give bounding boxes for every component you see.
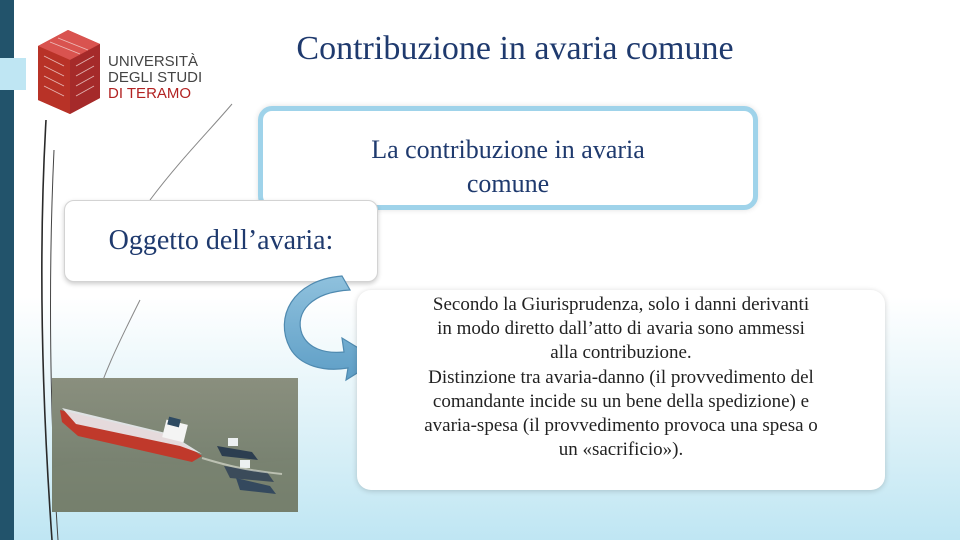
description-line: Secondo la Giurisprudenza, solo i danni derivanti	[432, 294, 810, 315]
description-line: Distinzione tra avaria-danno (il provvedimento del	[428, 366, 814, 388]
logo-text-line1: UNIVERSITÀ	[108, 53, 199, 70]
topic-line-1: La contribuzione in avaria	[371, 135, 645, 164]
logo-text-line3: DI TERAMO	[108, 85, 192, 102]
subject-box-label: Oggetto dell’avaria:	[108, 225, 334, 256]
description-line: avaria-spesa (il provvedimento provoca una spesa o	[424, 415, 818, 437]
university-logo	[28, 22, 208, 120]
description-line: un «sacrificio»).	[558, 439, 684, 461]
topic-line-2: comune	[466, 169, 550, 198]
logo-text-line2: DEGLI STUDI	[108, 69, 203, 86]
topic-box-text	[263, 133, 753, 201]
description-line: comandante incide su un bene della spedizione) e	[432, 390, 810, 412]
slide-title: Contribuzione in avaria comune	[296, 30, 734, 67]
description-line: in modo diretto dall’atto di avaria sono ammessi	[437, 318, 805, 340]
ship-photo	[52, 378, 298, 512]
description-box	[357, 290, 885, 490]
topic-box	[258, 106, 758, 210]
description-line: alla contribuzione.	[550, 342, 692, 364]
